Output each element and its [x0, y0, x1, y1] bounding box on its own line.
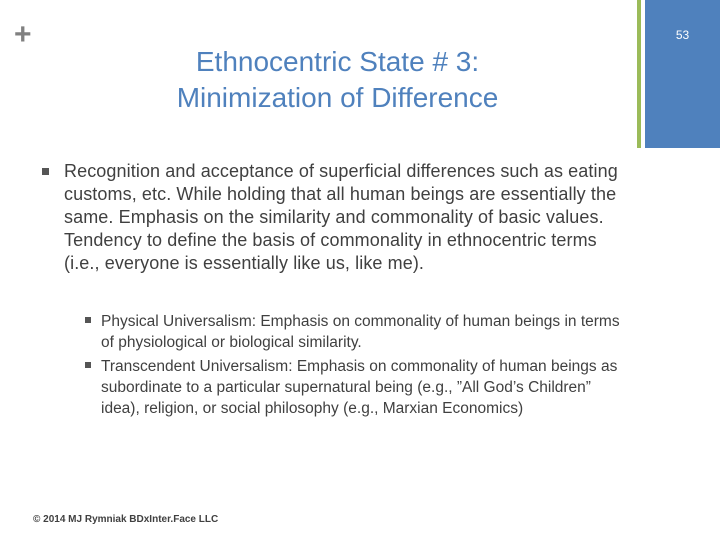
main-bullet [42, 160, 632, 275]
sub-bullet-physical [85, 311, 630, 353]
accent-line [637, 0, 641, 148]
main-bullet-text: Recognition and acceptance of superficial differences such as eating customs, etc. While holding that all human beings are essentially the same. Emphasis on the similarity and commonality of basic values. Tendency to define the basis of commonality in ethnocentric terms (i.e., everyone is essentially like us, like me). [64, 161, 618, 273]
sub-bullet-text: Transcendent Universalism: Emphasis on commonality of human beings as subordinate to a particular supernatural being (e.g., ”All God’s Children” idea), religion, or social philosophy (e.g., Marxian Economics) [101, 358, 618, 417]
plus-icon: + [14, 18, 32, 51]
title-line-2: Minimization of Difference [176, 82, 499, 113]
square-bullet-icon [85, 317, 91, 323]
slide-title [110, 44, 565, 116]
slide-number: 53 [675, 28, 690, 42]
sub-bullet-text: Physical Universalism: Emphasis on commonality of human beings in terms of physiological or biological similarity. [101, 313, 620, 351]
square-bullet-icon [42, 168, 49, 175]
title-line-1: Ethnocentric State # 3: [195, 46, 480, 77]
accent-block [645, 0, 720, 148]
sub-bullet-transcendent [85, 356, 630, 419]
copyright-footer: © 2014 MJ Rymniak BDxInter.Face LLC [33, 514, 219, 525]
square-bullet-icon [85, 362, 91, 368]
